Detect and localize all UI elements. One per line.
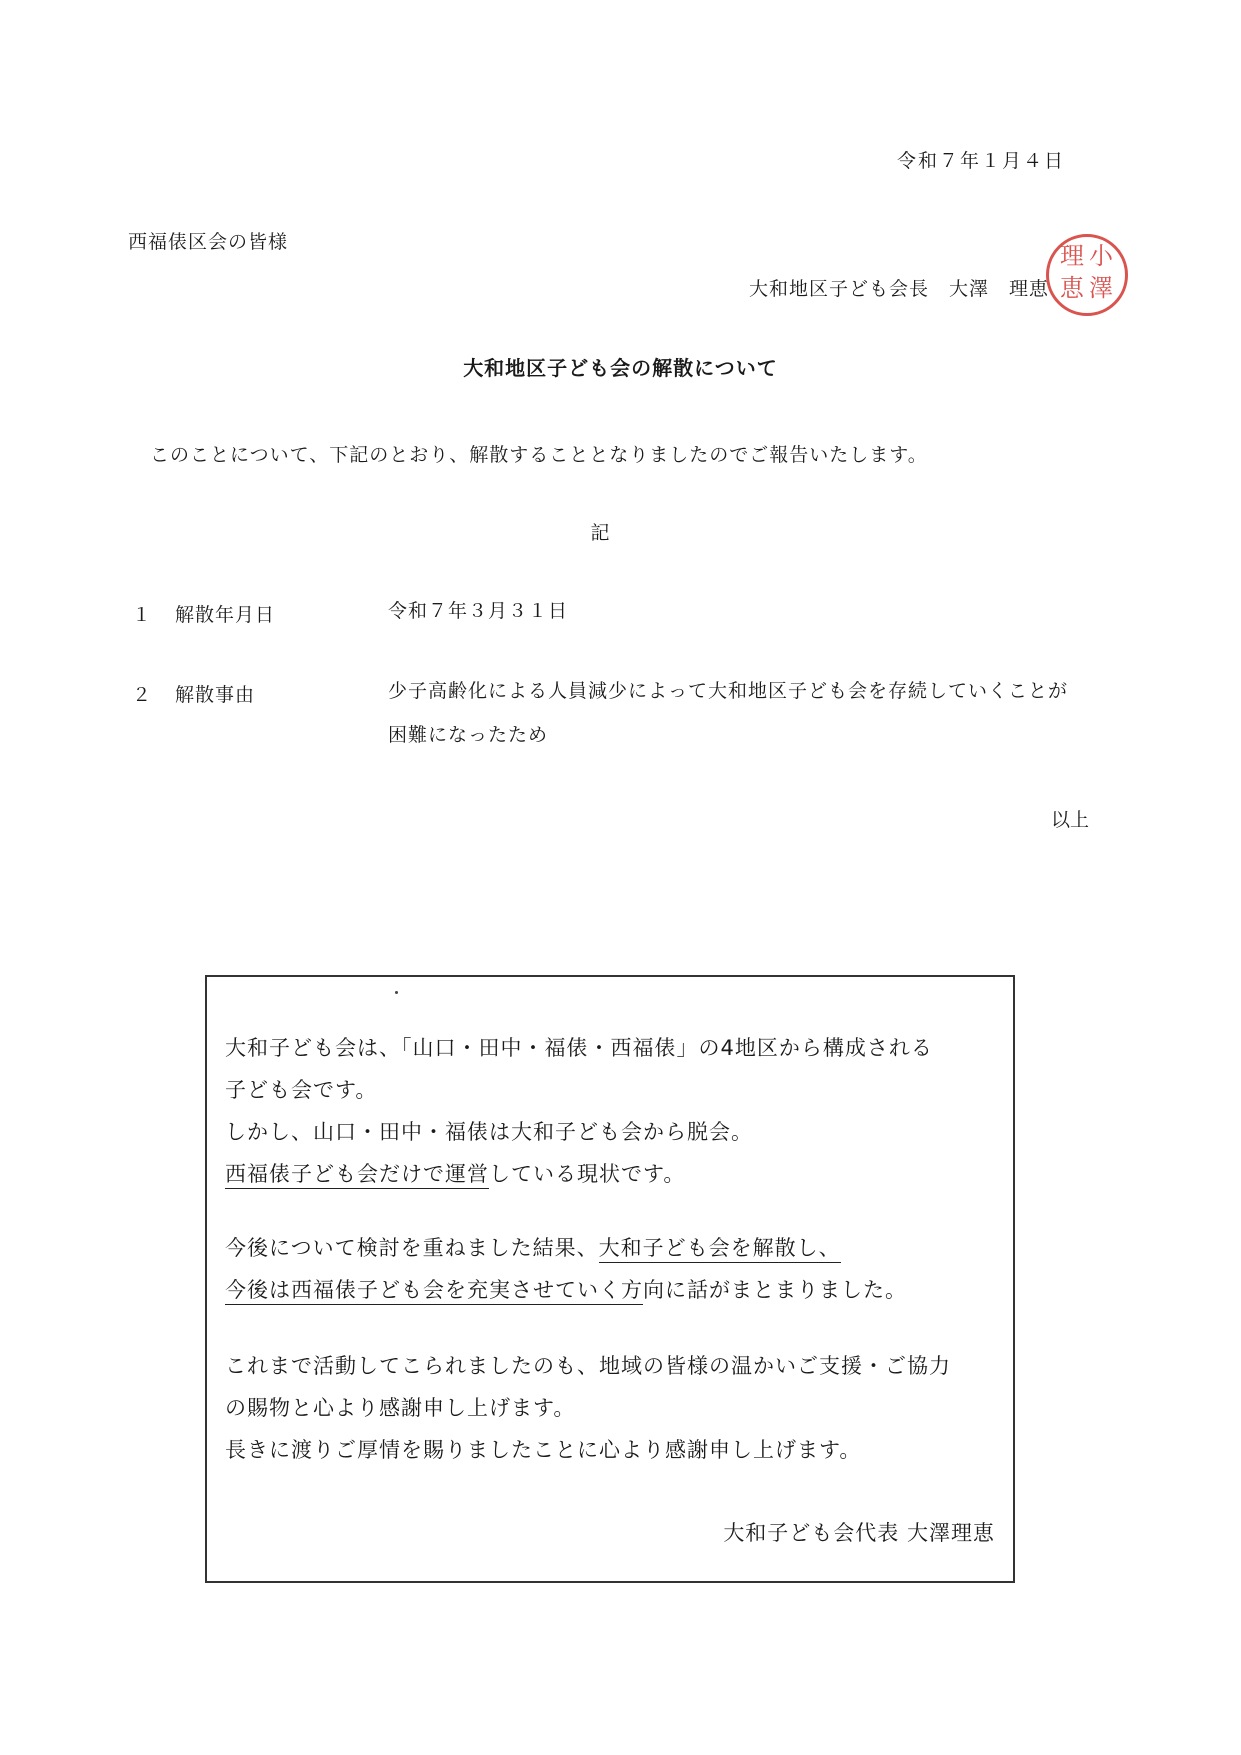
seal-char: 恵: [1060, 274, 1084, 302]
addressee: 西福俵区会の皆様: [128, 231, 289, 253]
ki-heading: 記: [590, 522, 610, 544]
item-label: 解散年月日: [175, 604, 276, 626]
notice-text: している現状です。: [489, 1162, 686, 1186]
notice-line: [225, 1274, 907, 1304]
item-value: 令和７年３月３１日: [388, 600, 569, 622]
underlined-text: 今後は西福俵子ども会を充実させていく方: [225, 1278, 643, 1305]
notice-line: 長きに渡りご厚情を賜りましたことに心より感謝申し上げます。: [225, 1438, 862, 1462]
item-label: 解散事由: [175, 684, 256, 706]
seal-char: 小: [1089, 242, 1113, 270]
sender-name: 大和地区子ども会長 大澤 理恵: [748, 278, 1049, 300]
notice-line: 大和子ども会は、「山口・田中・福俵・西福俵」の4地区から構成される: [225, 1036, 933, 1060]
scan-speck: [395, 991, 398, 994]
seal-char: 理: [1060, 242, 1084, 270]
item-value: 少子高齢化による人員減少によって大和地区子ども会を存続していくことが困難になったため: [388, 680, 1069, 746]
notice-line: 子ども会です。: [225, 1078, 378, 1102]
document-subject: 大和地区子ども会の解散について: [463, 356, 778, 380]
notice-text: 今後について検討を重ねました結果、: [225, 1236, 599, 1260]
document-date: 令和７年１月４日: [896, 150, 1065, 172]
notice-line: の賜物と心より感謝申し上げます。: [225, 1396, 576, 1420]
notice-line: これまで活動してこられましたのも、地域の皆様の温かいご支援・ご協力: [225, 1354, 951, 1378]
notice-line: [225, 1232, 841, 1262]
notice-line: しかし、山口・田中・福俵は大和子ども会から脱会。: [225, 1120, 753, 1144]
item-number: ２: [132, 684, 152, 706]
notice-box: [205, 975, 1015, 1583]
notice-text: 向に話がまとまりました。: [643, 1278, 907, 1302]
intro-paragraph: このことについて、下記のとおり、解散することとなりましたのでご報告いたします。: [150, 444, 928, 466]
personal-seal-stamp: [1046, 234, 1128, 316]
item-number: １: [132, 604, 152, 626]
seal-char: 澤: [1089, 274, 1113, 302]
notice-signature: 大和子ども会代表 大澤理恵: [723, 1521, 995, 1545]
underlined-text: 西福俵子ども会だけで運営: [225, 1162, 489, 1189]
notice-line: [225, 1158, 685, 1188]
closing-ijo: 以上: [1050, 809, 1089, 831]
underlined-text: 大和子ども会を解散し、: [599, 1236, 841, 1263]
